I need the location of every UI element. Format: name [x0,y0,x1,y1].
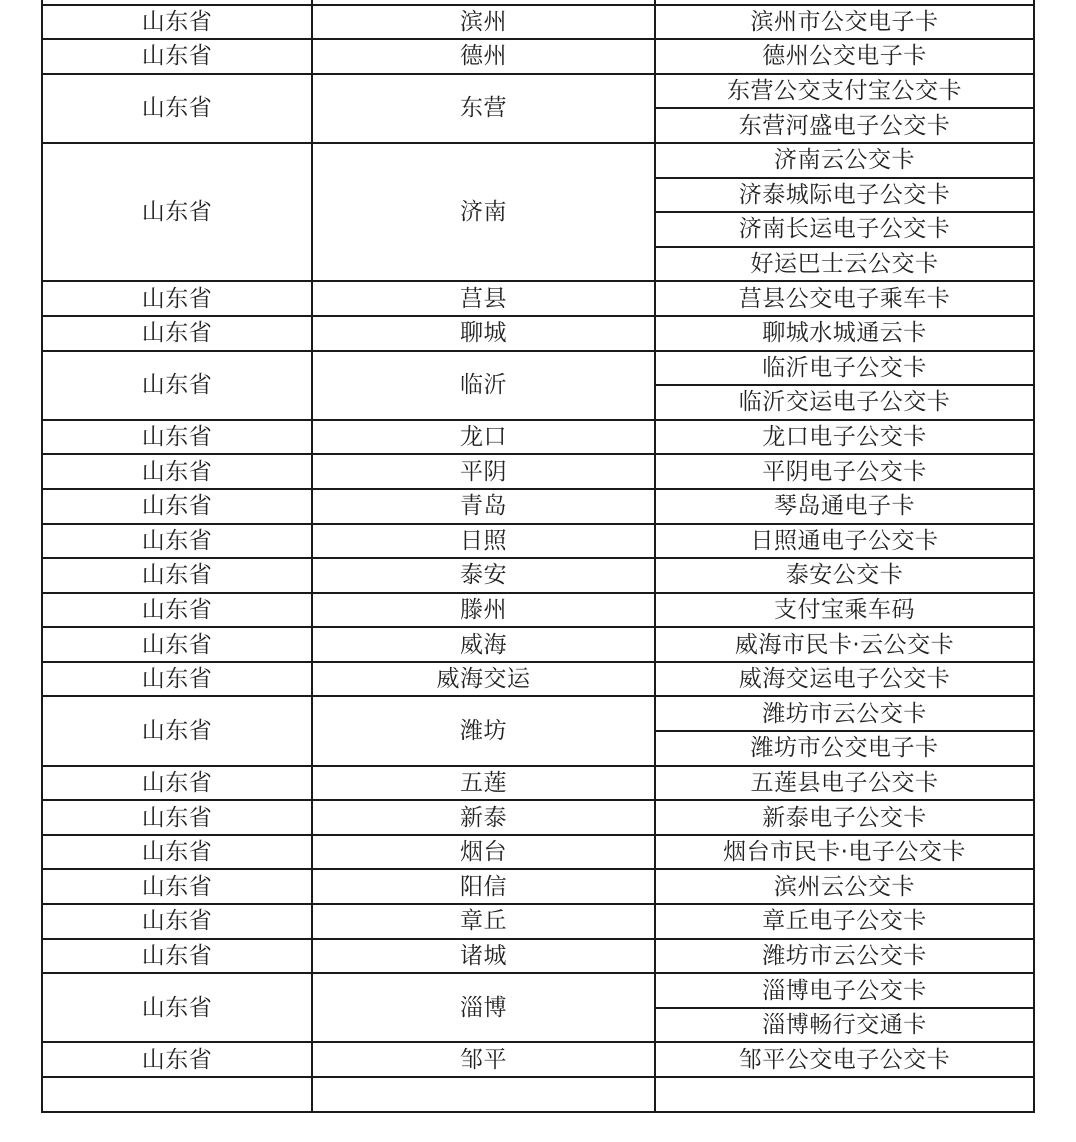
province-cell: 山东省 [42,593,312,628]
card-name-cell: 平阴电子公交卡 [655,454,1034,489]
table-row [42,696,1034,731]
table-row [42,420,1034,455]
table-row [42,800,1034,835]
city-cell: 章丘 [312,904,655,939]
card-name-cell: 济泰城际电子公交卡 [655,178,1034,213]
city-cell: 淄博 [312,973,655,1042]
transit-card-table-container [41,0,1033,1113]
table-row [42,973,1034,1008]
card-name-cell: 龙口电子公交卡 [655,420,1034,455]
table-row [42,524,1034,559]
card-name-cell: 济南长运电子公交卡 [655,212,1034,247]
province-cell: 山东省 [42,39,312,74]
province-cell: 山东省 [42,489,312,524]
card-name-cell: 淄博电子公交卡 [655,973,1034,1008]
province-cell: 山东省 [42,558,312,593]
province-cell: 山东省 [42,143,312,281]
table-row [42,627,1034,662]
province-cell: 山东省 [42,316,312,351]
transit-card-table [41,0,1035,1113]
table-row [42,454,1034,489]
table-row [42,558,1034,593]
table-row [42,939,1034,974]
table-row [42,1042,1034,1077]
table-row [42,766,1034,801]
card-name-cell: 潍坊市云公交卡 [655,939,1034,974]
card-name-cell: 聊城水城通云卡 [655,316,1034,351]
table-row [42,1077,1034,1112]
province-cell: 山东省 [42,351,312,420]
card-name-cell: 东营公交支付宝公交卡 [655,74,1034,109]
province-cell: 山东省 [42,627,312,662]
province-cell: 山东省 [42,524,312,559]
table-row [42,593,1034,628]
card-name-cell: 泰安公交卡 [655,558,1034,593]
city-cell: 滨州 [312,5,655,40]
province-cell: 山东省 [42,74,312,143]
province-cell: 山东省 [42,904,312,939]
city-cell: 龙口 [312,420,655,455]
city-cell: 泰安 [312,558,655,593]
table-row [42,5,1034,40]
card-name-cell: 新泰电子公交卡 [655,800,1034,835]
province-cell: 山东省 [42,835,312,870]
card-name-cell: 莒县公交电子乘车卡 [655,281,1034,316]
province-cell: 山东省 [42,1042,312,1077]
card-name-cell: 淄博畅行交通卡 [655,1008,1034,1043]
province-cell: 山东省 [42,973,312,1042]
table-row [42,143,1034,178]
city-cell: 临沂 [312,351,655,420]
city-cell: 五莲 [312,766,655,801]
card-name-cell: 临沂交运电子公交卡 [655,385,1034,420]
table-row [42,869,1034,904]
table-row [42,39,1034,74]
card-name-cell: 章丘电子公交卡 [655,904,1034,939]
city-cell: 潍坊 [312,696,655,765]
city-cell: 威海交运 [312,662,655,697]
card-name-cell: 济南云公交卡 [655,143,1034,178]
table-row [42,351,1034,386]
table-row [42,316,1034,351]
city-cell: 威海 [312,627,655,662]
province-cell: 山东省 [42,454,312,489]
card-name-cell: 支付宝乘车码 [655,593,1034,628]
city-cell: 东营 [312,74,655,143]
province-cell: 山东省 [42,281,312,316]
card-name-cell: 五莲县电子公交卡 [655,766,1034,801]
city-cell: 滕州 [312,593,655,628]
card-name-cell: 东营河盛电子公交卡 [655,108,1034,143]
table-row [42,662,1034,697]
card-name-cell: 临沂电子公交卡 [655,351,1034,386]
province-cell: 山东省 [42,662,312,697]
card-name-cell: 威海交运电子公交卡 [655,662,1034,697]
city-cell: 济南 [312,143,655,281]
city-cell: 日照 [312,524,655,559]
province-cell: 山东省 [42,5,312,40]
city-cell: 聊城 [312,316,655,351]
province-cell: 山东省 [42,869,312,904]
table-row [42,281,1034,316]
province-cell: 山东省 [42,939,312,974]
card-name-cell: 潍坊市云公交卡 [655,696,1034,731]
card-name-cell: 日照通电子公交卡 [655,524,1034,559]
card-name-cell: 烟台市民卡·电子公交卡 [655,835,1034,870]
city-cell: 平阴 [312,454,655,489]
city-cell [312,1077,655,1112]
table-row [42,904,1034,939]
card-name-cell: 潍坊市公交电子卡 [655,731,1034,766]
card-name-cell: 威海市民卡·云公交卡 [655,627,1034,662]
table-row [42,835,1034,870]
city-cell: 诸城 [312,939,655,974]
province-cell: 山东省 [42,420,312,455]
card-name-cell: 滨州市公交电子卡 [655,5,1034,40]
card-name-cell: 邹平公交电子公交卡 [655,1042,1034,1077]
card-name-cell: 滨州云公交卡 [655,869,1034,904]
city-cell: 莒县 [312,281,655,316]
city-cell: 邹平 [312,1042,655,1077]
table-body [42,0,1034,1112]
card-name-cell: 德州公交电子卡 [655,39,1034,74]
province-cell: 山东省 [42,800,312,835]
table-row [42,489,1034,524]
province-cell: 山东省 [42,766,312,801]
card-name-cell: 好运巴士云公交卡 [655,247,1034,282]
table-row [42,74,1034,109]
card-name-cell [655,1077,1034,1112]
city-cell: 新泰 [312,800,655,835]
city-cell: 青岛 [312,489,655,524]
city-cell: 阳信 [312,869,655,904]
city-cell: 德州 [312,39,655,74]
province-cell [42,1077,312,1112]
city-cell: 烟台 [312,835,655,870]
province-cell: 山东省 [42,696,312,765]
card-name-cell: 琴岛通电子卡 [655,489,1034,524]
